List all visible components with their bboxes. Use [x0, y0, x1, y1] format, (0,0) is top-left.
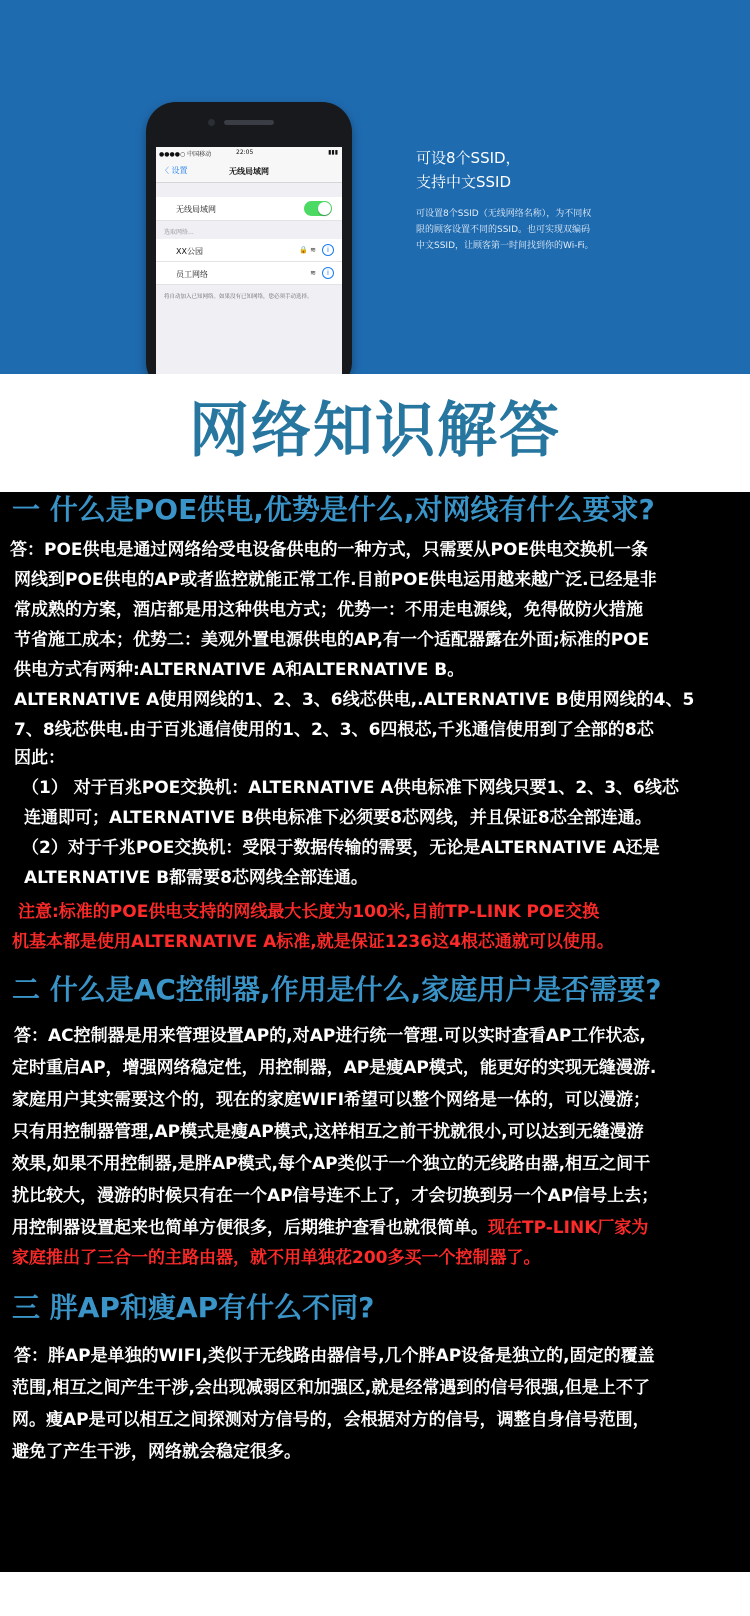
hero-heading-line: 可设8个SSID，: [416, 149, 521, 167]
answer-line: 答：AC控制器是用来管理设置AP的,对AP进行统一管理.可以实时查看AP工作状态,: [14, 1026, 646, 1046]
hero-heading-line: 支持中文SSID: [416, 173, 512, 191]
phone-camera-icon: [208, 119, 215, 126]
answer-line: 扰比较大，漫游的时候只有在一个AP信号连不上了，才会切换到另一个AP信号上去；: [12, 1186, 659, 1206]
wlan-label: 无线局域网: [176, 205, 216, 214]
faq-section: [0, 492, 750, 1572]
hero-description: 可设置8个SSID（无线网络名称），为不同权限的顾客设置不同的SSID。也可实现双编码中文SSID，让顾客第一时间找到你的Wi-Fi。: [416, 209, 594, 251]
bottom-margin: [0, 1572, 750, 1616]
nav-bar: [156, 158, 342, 183]
lock-wifi-icon: 🔒 ≋: [299, 246, 316, 254]
answer-line: 效果,如果不用控制器,是胖AP模式,每个AP类似于一个独立的无线路由器,相互之间干: [12, 1154, 651, 1174]
battery-icon: ▮▮▮: [328, 149, 338, 156]
answer-line: 因此：: [14, 748, 65, 768]
answer-line: 供电方式有两种:ALTERNATIVE A和ALTERNATIVE B。: [14, 660, 465, 680]
answer-line: 家庭用户其实需要这个的，现在的家庭WIFI希望可以整个网络是一体的，可以漫游；: [12, 1090, 651, 1110]
answer-line: 定时重启AP，增强网络稳定性，用控制器，AP是瘦AP模式，能更好的实现无缝漫游.: [12, 1058, 657, 1078]
page-title: 网络知识解答: [189, 396, 561, 466]
answer-line-mixed: [12, 1214, 648, 1242]
answer-line: （2）对于千兆POE交换机：受限于数据传输的需要，无论是ALTERNATIVE A还是: [22, 838, 660, 858]
question-1: 一 什么是POE供电,优势是什么,对网线有什么要求?: [12, 493, 655, 526]
phone-screen: [156, 147, 342, 374]
phone-speaker: [224, 120, 274, 125]
answer-line: ALTERNATIVE B都需要8芯网线全部连通。: [24, 868, 368, 888]
answer-line: 只有用控制器管理,AP模式是瘦AP模式,这样相互之前干扰就很小,可以达到无缝漫游: [12, 1122, 644, 1142]
back-button[interactable]: 〈 设置: [161, 166, 188, 175]
info-icon[interactable]: i: [322, 267, 334, 279]
network-name: XX公园: [176, 247, 203, 256]
title-strip: [0, 374, 750, 492]
auto-join-note: 将自动加入已知网络。如果没有已知网络，您必须手动选择。: [164, 294, 313, 300]
answer-line: 7、8线芯供电.由于百兆通信使用的1、2、3、6四根芯,千兆通信使用到了全部的8芯: [14, 720, 654, 740]
question-3: 三 胖AP和瘦AP有什么不同?: [12, 1291, 375, 1324]
answer-line: 节省施工成本；优势二：美观外置电源供电的AP,有一个适配器露在外面;标准的POE: [14, 630, 650, 650]
wifi-icon: ≋: [310, 269, 316, 277]
clock-label: 22:05: [236, 149, 254, 156]
answer-line: 答：POE供电是通过网络给受电设备供电的一种方式，只需要从POE供电交换机一条: [10, 540, 649, 560]
notice-line: 注意:标准的POE供电支持的网线最大长度为100米,目前TP-LINK POE交换: [18, 902, 600, 922]
choose-network-header: 选取网络...: [164, 229, 194, 236]
answer-line: 答：胖AP是单独的WIFI,类似于无线路由器信号,几个胖AP设备是独立的,固定的覆盖: [14, 1346, 655, 1366]
answer-text: 用控制器设置起来也简单方便很多，后期维护查看也就很简单。: [12, 1218, 488, 1238]
answer-line: 避免了产生干涉，网络就会稳定很多。: [12, 1442, 301, 1462]
hero-heading: [416, 146, 716, 194]
answer-line: （1） 对于百兆POE交换机：ALTERNATIVE A供电标准下网线只要1、2、3、6线芯: [22, 778, 679, 798]
wlan-switch[interactable]: [304, 201, 332, 216]
info-icon[interactable]: i: [322, 244, 334, 256]
wlan-toggle-row: [156, 197, 342, 221]
network-name: 员工网络: [176, 270, 208, 279]
answer-line: 范围,相互之间产生干涉,会出现减弱区和加强区,就是经常遇到的信号很强,但是上不了: [12, 1378, 650, 1398]
answer-line: 网线到POE供电的AP或者监控就能正常工作.目前POE供电运用越来越广泛.已经是非: [14, 570, 657, 590]
carrier-label: ●●●●○ 中国移动: [159, 151, 212, 158]
answer-line: 连通即可；ALTERNATIVE B供电标准下必须要8芯网线，并且保证8芯全部连通。: [24, 808, 652, 828]
status-bar: [156, 147, 342, 158]
hero-banner: [0, 0, 750, 374]
answer-line: 常成熟的方案，酒店都是用这种供电方式；优势一：不用走电源线，免得做防火措施: [14, 600, 643, 620]
answer-line: 网。瘦AP是可以相互之间探测对方信号的，会根据对方的信号，调整自身信号范围，: [12, 1410, 650, 1430]
network-row[interactable]: [156, 239, 342, 262]
phone-mockup: [146, 102, 352, 374]
nav-title: 无线局域网: [229, 167, 269, 176]
notice-line: 机基本都是使用ALTERNATIVE A标准,就是保证1236这4根芯通就可以使用。: [12, 932, 614, 952]
question-2: 二 什么是AC控制器,作用是什么,家庭用户是否需要?: [12, 973, 662, 1006]
network-row[interactable]: [156, 262, 342, 285]
highlight-text: 现在TP-LINK厂家为: [488, 1218, 649, 1238]
highlight-line: 家庭推出了三合一的主路由器，就不用单独花200多买一个控制器了。: [12, 1248, 541, 1268]
answer-line: ALTERNATIVE A使用网线的1、2、3、6线芯供电,.ALTERNATIVE B使用网线的4、5: [14, 690, 695, 710]
